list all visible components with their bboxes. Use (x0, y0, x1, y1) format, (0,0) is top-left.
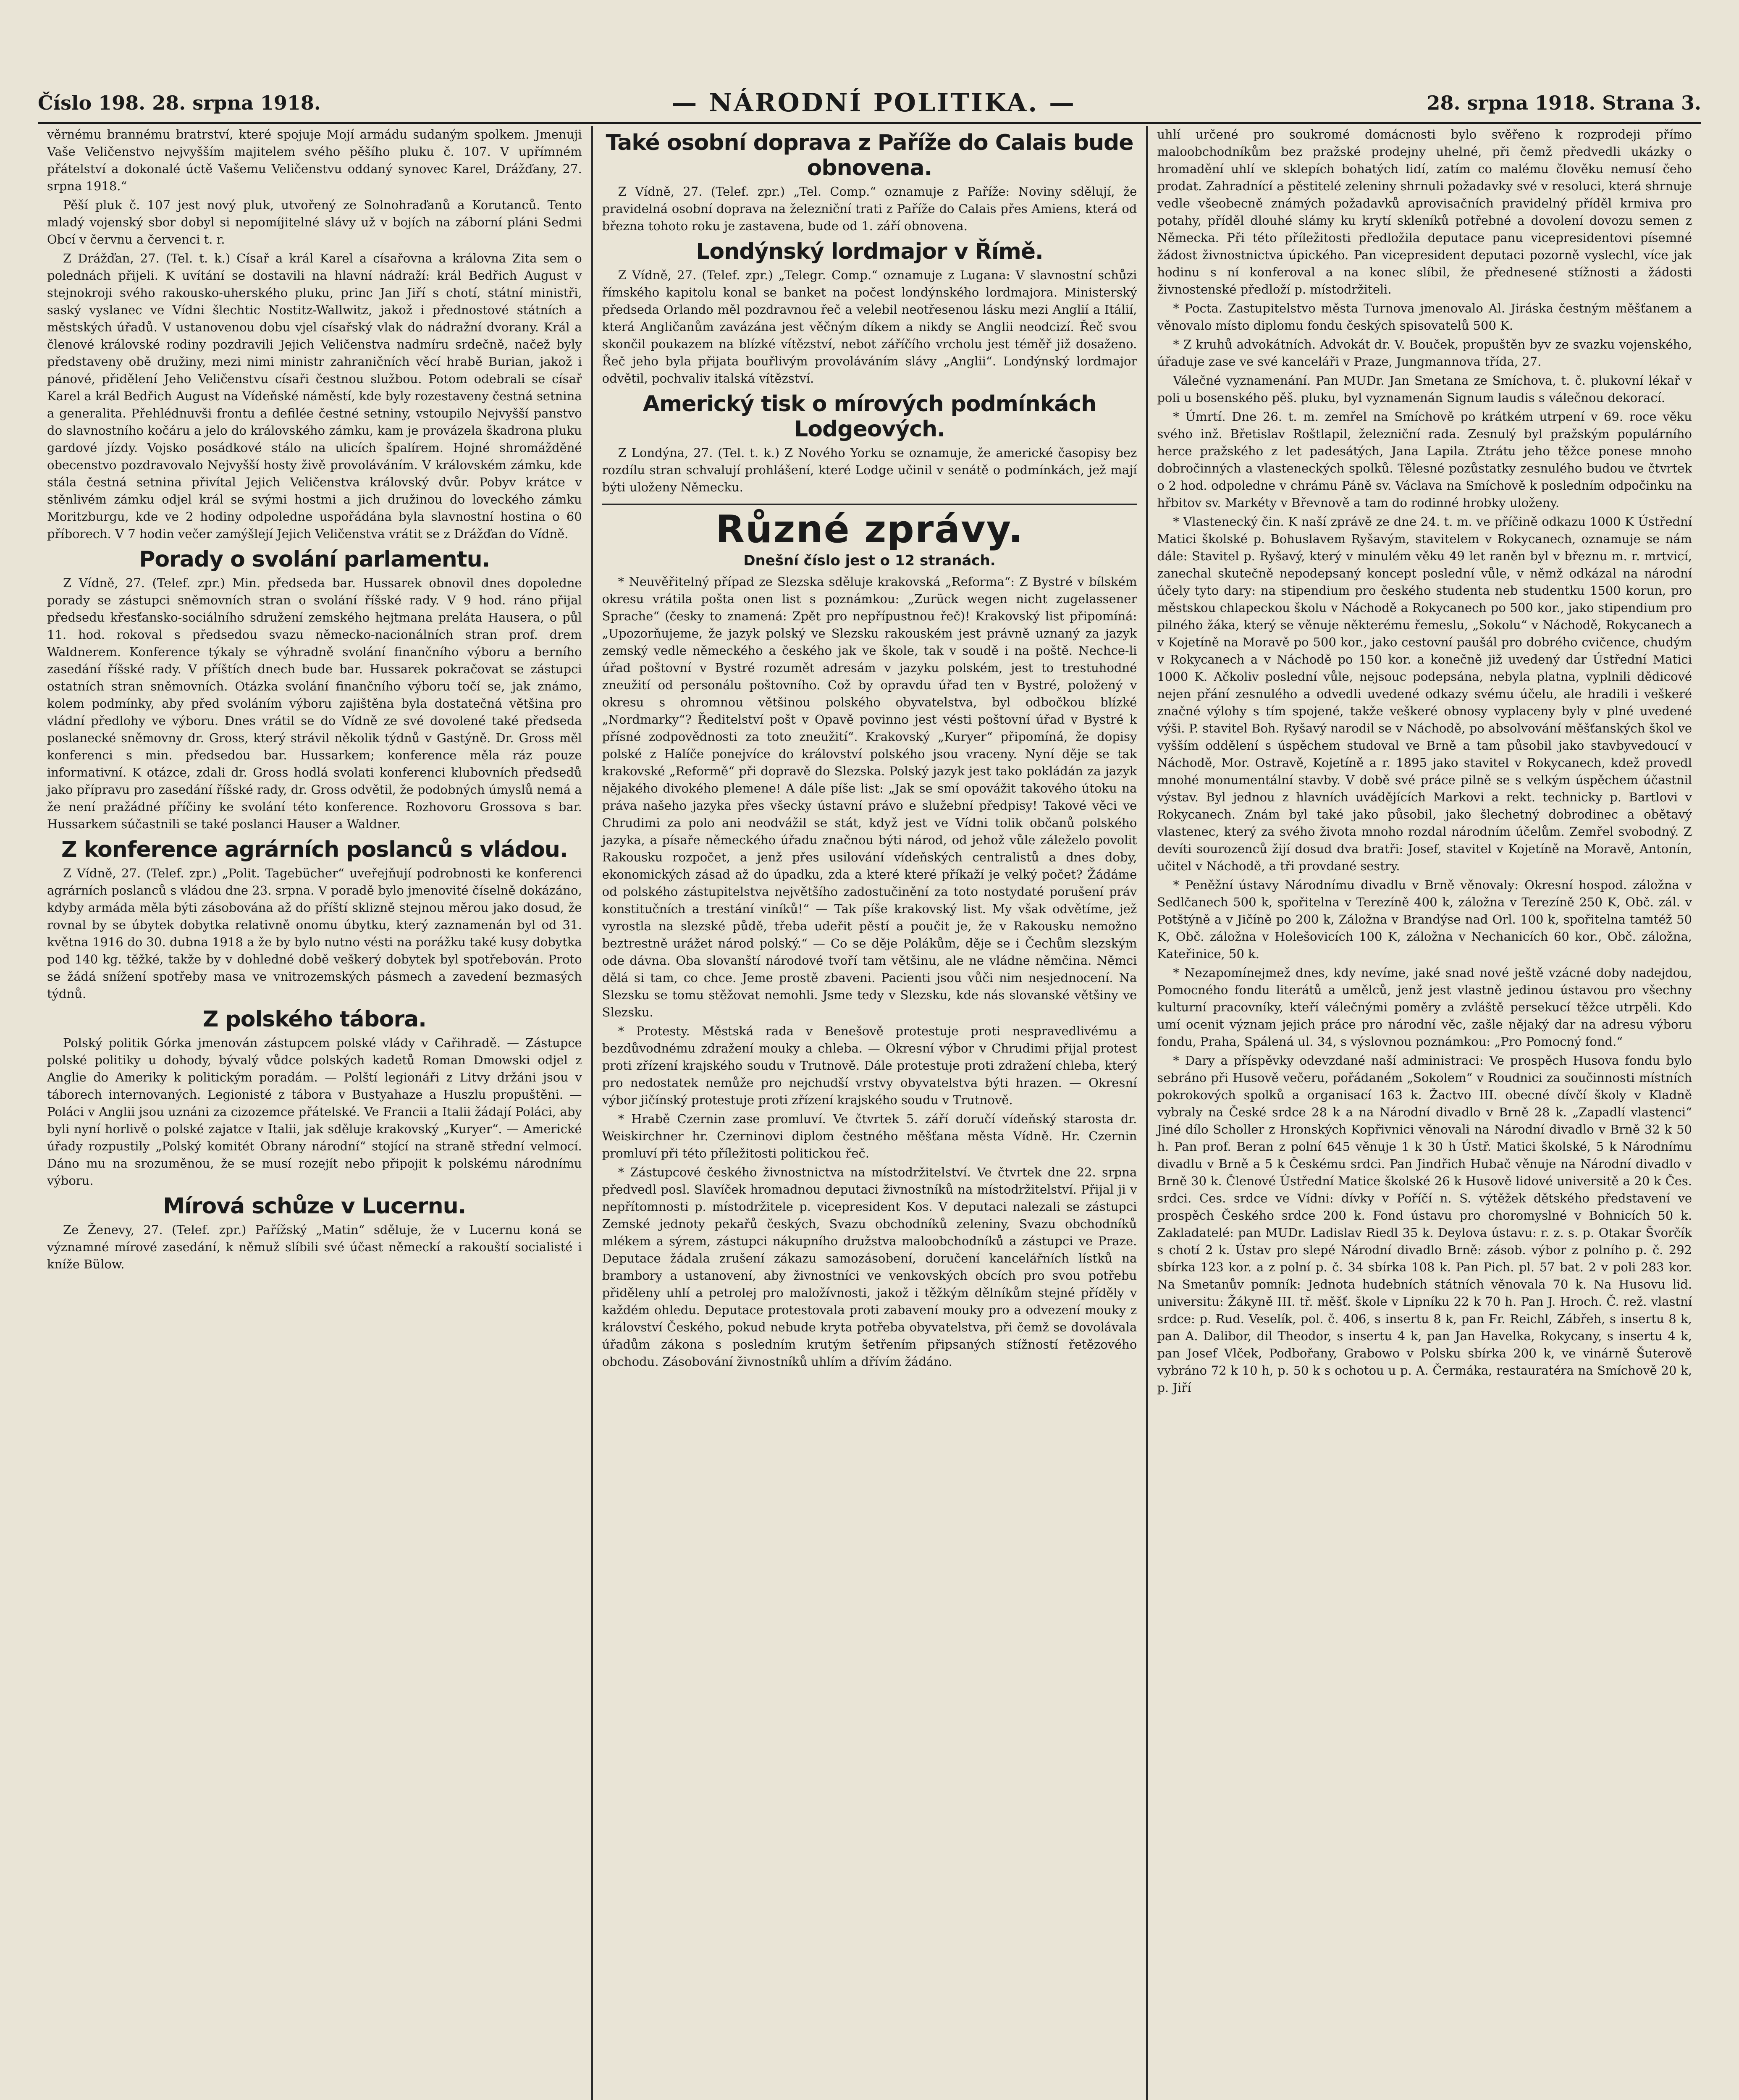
article-paragraph: Z Drážďan, 27. (Tel. t. k.) Císař a král Karel a císařovna a královna Zita sem o polednách přijeli. K uvítání se dostavili na hlavní nádraží: král Bedřich August v stejnokroji svého rakousko-uherského pluku, princ Jan Jiří s chotí, státní ministři, saský vyslanec ve Vídni šlechtic Nostitz-Wallwitz, jakož i přednostové státních a městských úřadů. V ustanovenou dobu vjel císařský vlak do nádražní dvorany. Král a členové královské rodiny pozdravili Jejich Veličenstva nadmíru srdečně, načež byly představeny obě družiny, mezi nimi ministr zahraničních věcí hrabě Burian, jakož i pánové, přidělení Jeho Veličenstvu císaři čestnou službou. Potom odebrali se císař Karel a král Bedřich August na Vídeňské náměstí, kde byly rozestaveny čestná setnina a generalita. Přehlédnuvši frontu a defilée čestné setniny, vstoupilo Nejvyšší panstvo do slavnostního kočáru a jelo do královského zámku, kam je provázela škadrona pluku gardové jízdy. Vojsko posádkové stálo na ulicích špalírem. Hojné shromážděné obecenstvo pozdravovalo Nejvyšší hosty živě provoláváním. V královském zámku, kde stála čestná setnina přivítal Jejich Veličenstva královský dvůr. Pobyv krátce v stěnlivém zámku odjel král se svými hostmi a jich družinou do loveckého zámku Moritzburgu, kde ve 2 hodiny odpoledne uspořádána byla slavnostní hostina o 60 příborech. V 7 hodin večer zamýšlejí Jejich Veličenstva vrátit se z Drážďan do Vídně. (47, 251, 582, 541)
section-heading: Různé zprávy. (602, 504, 1137, 550)
article-headline: Z polského tábora. (202, 1007, 426, 1032)
article-paragraph: * Dary a příspěvky odevzdané naší administraci: Ve prospěch Husova fondu bylo sebráno při Husově večeru, pořádaném „Sokolem“ v Roudnici za součinnosti místních pokrokových spolků a organisací 163 k. Žactvo III. obecné dívčí školy v Kladně vybraly na České srdce 28 k a na Národní divadlo v Brně 28 k. „Zapadlí vlastenci“ Jiné dílo Scholler z Hronských Kopřivnici věnovali na Národní divadlo v Brně 32 k 50 h. Pan prof. Beran z polní 645 věnuje 1 k 30 h Ústř. Matici školské, 5 k Národnímu divadlu v Brně a 5 k Českému srdci. Pan Jindřich Hubač věnuje na Národní divadlo v Brně 30 k. Členové Ústřední Matice školské 26 k Husově lidové universitě a 20 k Čes. srdci. Ces. srdce ve Vídni: dívky v Poříčí n. S. výtěžek dětského představení ve prospěch Českého srdce 200 k. Fond ústavu pro choromyslné v Bohnicích 50 k. Zakladatelé: pan MUDr. Ladislav Riedl 35 k. Deylova ústavu: r. z. s. p. Otakar Švorčík s chotí 2 k. Ústav pro slepé Národní divadlo Brně: zásob. výbor z polního p. č. 292 sbírka 123 kor. a z polní p. č. 34 sbírka 108 k. Pan Pich. pl. 57 bat. 2 v poli 283 kor. Na Smetanův pomník: Jednota hudebních státních věnovala 70 k. Na Husovu lid. universitu: Žákyně III. tř. měšť. škole v Lipníku 22 k 70 h. Pan J. Hroch. Č. rež. vlastní srdce: p. Rud. Veselík, pol. č. 406, s insertu 8 k, pan Fr. Reichl, Zábřeh, s insertu 8 k, pan A. Dalibor, dil Theodor, s insertu 4 k, pan Jan Havelka, Rokycany, s insertu 4 k, pan Josef Vlček, Podbořany, Grabowo v Polsku sbírka 200 k, ve vinárně Šuterově vybráno 72 k 10 h, p. 50 k s ochotou u p. A. Čermáka, restauratéra na Smíchově 20 k, p. Jiří (1157, 1053, 1692, 1395)
article-paragraph: věrnému brannému bratrství, které spojuje Mojí armádu sudaným spolkem. Jmenuji Vaše Veličenstvo nejvyšším majitelem svého pěšího pluku č. 107. V upřímném přátelství a dokonalé úctě Vašemu Veličenstvu oddaný synovec Karel, Drážďany, 27. srpna 1918.“ (47, 127, 582, 193)
article-paragraph: Z Londýna, 27. (Tel. t. k.) Z Nového Yorku se oznamuje, že americké časopisy bez rozdílu stran schvalují prohlášení, které Lodge učinil v senátě o podmínkách, jež mají býti uloženy Německu. (602, 446, 1137, 494)
article-headline: Z konference agrárních poslanců s vládou. (61, 837, 568, 862)
issue-info: Číslo 198. 28. srpna 1918. (38, 92, 321, 114)
article-paragraph: Polský politik Górka jmenován zástupcem polské vlády v Cařihradě. — Zástupce polské politiky u dohody, bývalý vůdce polských kadetů Roman Dmowski odjel z Anglie do Ameriky k politickým poradám. — Polští legionáři z Litvy držáni jsou v táborech internovaných. Legionisté z tábora v Bustyahaze a Huszlu propuštěni. — Poláci v Anglii jsou uznáni za cizozemce přátelské. Ve Francii a Italii žádají Poláci, aby byli nyní horlivě o polské zajatce v Italii, jak sděluje krakovský „Kuryer“. — Americké úřady rozpustily „Polský komitét Obrany národní“ stojící na straně střední velmocí. Dáno mu na srozuměnou, že se musí rozejít nebo připojit k polskému národnímu výboru. (47, 1036, 582, 1188)
article-paragraph: * Nezapomínejmež dnes, kdy nevíme, jaké snad nové ještě vzácné doby nadejdou, Pomocného fondu literátů a umělců, jenž jest vlastně jedinou ústavou pro všechny kulturní pracovníky, kteří válečnými poměry a zvláště persekucí těžce utrpěli. Kdo umí ocenit význam jejich práce pro národní věc, zašle nějaký dar na adresu výboru fondu, Praha, Spálená ul. 34, s výslovnou poznámkou: „Pro Pomocný fond.“ (1157, 966, 1692, 1049)
article-headline: Americký tisk o mírových podmínkách Lodgeových. (643, 391, 1096, 442)
article-paragraph: Z Vídně, 27. (Telef. zpr.) „Polit. Tagebücher“ uveřejňují podrobnosti ke konferenci agrárních poslanců s vládou dne 23. srpna. V poradě bylo jmenovité číselně dokázáno, kdyby armáda měla býti zásobována až do příští sklizně stejnou měrou jako dosud, že rovnal by se úbytek dobytka relativně onomu úbytku, který zaznamenán byl od 31. května 1916 do 30. dubna 1918 a že by bylo nutno vésti na porážku také kusy dobytka pod 140 kg. těžké, takže by v dohledné době veškerý dobytek byl spotřebován. Proto se žádá snížení spotřeby masa ve vnitrozemských pásmech a zavedení bezmasých týdnů. (47, 866, 582, 1001)
article-headline: Porady o svolání parlamentu. (139, 547, 490, 572)
column-3 (1146, 126, 1701, 2100)
column-2 (591, 126, 1146, 2100)
article-paragraph: * Hrabě Czernin zase promluví. Ve čtvrtek 5. září doručí vídeňský starosta dr. Weiskirchner hr. Czerninovi diplom čestného měšťana města Vídně. Hr. Czernin promluví při této příležitosti politickou řeč. (602, 1112, 1137, 1160)
date-page: 28. srpna 1918. Strana 3. (1427, 92, 1701, 114)
article-paragraph: Z Vídně, 27. (Telef. zpr.) Min. předseda bar. Hussarek obnovil dnes dopoledne porady se zástupci sněmovních stran o svolání říšské rady. V 9 hod. ráno přijal předsedu křesťansko-sociálního sdružení zemského hejtmana preláta Hausera, o půl 11. hod. rokoval s předsedou svazu německo-nacionálních stran prof. drem Waldnerem. Konference týkaly se výhradně svolání finančního výboru a berního zasedání říšské rady. V příštích dnech bude bar. Hussarek pokračovat se zástupci ostatních stran sněmovních. Otázka svolání finančního výboru točí se, jak známo, kolem podmínky, aby před svoláním výboru zajištěna byla dostatečná většina pro vládní předlohy ve výboru. Dnes vrátil se do Vídně ze své dovolené také předseda poslanecké sněmovny dr. Gross, který strávil několik týdnů v Gastýně. Dr. Gross měl konferenci s min. předsedou bar. Hussarkem; konference měla ráz pouze informativní. K otázce, zdali dr. Gross hodlá svolati konferenci klubovních předsedů jako přípravu pro zasedání říšské rady, dr. Gross odvětil, že podobných úmyslů nemá a že není pražádné příčiny ke svolání této konference. Rozhovoru Grossova s bar. Hussarkem súčastnili se také poslanci Hauser a Waldner. (47, 576, 582, 831)
column-1 (38, 126, 591, 2100)
article-paragraph: Z Vídně, 27. (Telef. zpr.) „Tel. Comp.“ oznamuje z Paříže: Noviny sdělují, že pravidelná osobní doprava na železniční trati z Paříže do Calais přes Amiens, která od března tohoto roku je zastavena, bude od 1. září obnovena. (602, 184, 1137, 233)
section-subheading: Dnešní číslo jest o 12 stranách. (743, 552, 996, 569)
article-paragraph: * Z kruhů advokátních. Advokát dr. V. Bouček, propuštěn byv ze svazku vojenského, úřaduje zase ve své kanceláři v Praze, Jungmannova třída, 27. (1157, 337, 1692, 369)
article-columns (38, 126, 1701, 2100)
article-paragraph: Válečné vyznamenání. Pan MUDr. Jan Smetana ze Smíchova, t. č. plukovní lékař v poli u bosenského pěš. pluku, byl vyznamenán Signum laudis s válečnou dekorací. (1157, 373, 1692, 405)
article-paragraph: * Protesty. Městská rada v Benešově protestuje proti nespravedlivému a bezdůvodnému zdražení mouky a chleba. — Okresní výbor v Chrudimi přijal protest proti zřízení krajského soudu v Trutnově. Dále protestuje proti zdražení chleba, který pro nedostatek nemůže pro nejchudší vrstvy obyvatelstva býti hrazen. — Okresní výbor jičínský protestuje proti zřízení krajského soudu v Trutnově. (602, 1024, 1137, 1107)
article-paragraph: Z Vídně, 27. (Telef. zpr.) „Telegr. Comp.“ oznamuje z Lugana: V slavnostní schůzi římského kapitolu konal se banket na počest londýnského lordmajora. Ministerský předseda Orlando měl pozdravnou řeč a velebil neotřesenou lásku mezi Anglií a Itálií, která Angličanům zavázána jest věčným díkem a nikdy se Anglii neodcizí. Řeč svou skončil poukazem na blízké vítězství, nebot záříčího vrcholu jest téměř již dosaženo. Řeč jeho byla přijata bouřlivým provoláváním slávy „Anglii“. Londýnský lordmajor odvětil, pochvaliv italská vítězství. (602, 268, 1137, 386)
article-paragraph: * Vlastenecký čin. K naší zprávě ze dne 24. t. m. ve příčině odkazu 1000 K Ústřední Matici školské p. Bohuslavem Ryšavým, stavitelem v Rokycanech, oznamuje se nám dále: Stavitel p. Ryšavý, který v minulém věku 49 let raněn byl v březnu m. r. mrtvicí, zanechal skutečně nepodepsaný koncept poslední vůle, v němž odkázal na národní účely tyto dary: na stipendium pro českého studenta neb studentku 1500 korun, pro městskou chlapeckou školu v Náchodě a Rokycanech po 500 kor., jako stipendium pro pilného žáka, který se věnuje některému řemeslu, „Sokolu“ v Náchodě, Rokycanech a v Kojetíně na Moravě po 500 kor., jako cestovní paušál pro dobrého cvičence, chudým v Rokycanech a v Náchodě po 150 kor. a konečně již uvedený dar Ústřední Matici 1000 K. Ačkoliv poslední vůle, nejsouc podepsána, nebyla platna, vyplnili dědicové nejen přání zesnulého a odvedli uvedené odkazy svému účelu, ale hradili i veškeré značné výlohy s tím spojené, takže veškeré obnosy vyplaceny byly v plné uvedené výši. P. stavitel Boh. Ryšavý narodil se v Náchodě, po absolvování měšťanských škol ve vyšším oddělení s úspěchem studoval ve Brně a tam působil jako stavbyvedoucí v Náchodě, Mor. Ostravě, Kojetíně a r. 1895 jako stavitel v Rokycanech, kdež provedl mnohé monumentální stavby. V době své práce pilně se s velkým úspěchem účastnil výstav. Byl jednou z hlavních uvádějících Markovi a rekt. technicky p. Bartlovi v Rokycanech. Znám byl také jako působil, jako šlechetný dobrodinec a obětavý vlastenec, který za svého života mnoho rozdal národním účelům. Zemřel svobodný. Z devíti sourozenců žijí dosud dva bratři: Josef, stavitel v Kojetíně na Moravě, Antonín, učitel v Náchodě, a tři provdané sestry. (1157, 514, 1692, 873)
article-paragraph: Ze Ženevy, 27. (Telef. zpr.) Pařížský „Matin“ sděluje, že v Lucernu koná se významné mírové zasedání, k němuž slíbili své účast německí a rakouští socialisté i kníže Bülow. (47, 1223, 582, 1271)
article-headline: Londýnský lordmajor v Římě. (696, 239, 1043, 264)
article-paragraph: * Peněžní ústavy Národnímu divadlu v Brně věnovaly: Okresní hospod. záložna v Sedlčanech 500 k, spořitelna v Terezíně 400 k, záložna v Terezíně 250 K, Obč. zál. v Potštýně a v Jičíně po 200 k, Záložna v Brandýse nad Orl. 100 k, spořitelna tamtéž 50 K, Obč. záložna v Holešovicích 100 K, záložna v Nechanicích 60 kor., Obč. záložna, Kateřinice, 50 k. (1157, 878, 1692, 961)
masthead (38, 84, 1701, 124)
article-paragraph: * Neuvěřitelný případ ze Slezska sděluje krakovská „Reforma“: Z Bystré v bílském okresu vrátila pošta onen list s poznámkou: „Zurück wegen nicht zugelassener Sprache“ (česky to znamená: Zpět pro nepřípustnou řeč)! Krakovský list připomíná: „Upozorňujeme, že jazyk polský ve Slezsku rakouském jest právně uznaný za jazyk zemský vedle německého a českého jak ve škole, tak v soudě i na poště. Nechce-li úřad poštovní v Bystré rozumět adresám v jazyku polském, jest to trestuhodné zneužití od personálu poštovního. Což by opravdu úřad ten v Bystré, položený v okresu s ohromnou většinou polského obyvatelstva, byl odbočkou blízké „Nordmarky“? Ředitelství pošt v Opavě povinno jest vésti poštovní úřad v Bystré k přísné zodpovědnosti za toto zneužití“. Krakovský „Kuryer“ připomíná, že dopisy polské z Halíče ponejvíce do království polského jsou vraceny. Nyní děje se tak krakovské „Reformě“ při dopravě do Slezska. Polský jazyk jest tako pokládán za jazyk nějakého divokého plemene! A dále píše list: „Jak se smí opovážit takového útoku na práva našeho jazyka přes všecky ústavní právo e služební předpisy! Takové věci ve Chrudimi za polo ani neodvážil se stát, když jest ve Vídni tolik občanů polského jazyka, a písaře německého úřadu značnou býti národ, od jehož vůle záleželo povolit Rakousku rozpočet, a jenž přes usilování vídeňských centralistů a dnes doby, ekonomických zásad až do úpadku, zda a které které příkaží je velký počet? Žádáme od polského zástupitelstva největšího zadostučinění za toto nostydaté porušení práv konstitučních a trestání viníků!“ — Tak píše krakovský list. My však odvětíme, jež vyrostla na slezské půdě, třeba udeřit pěstí a poučit je, že v Rakousku nemožno beztrestně urážet národ polský.“ — Co se děje Polákům, děje se i Čechům slezským ode dávna. Oba slovanští národové tvoří tam většinu, ale ne vládne němčina. Němci dělá si tam, co chce. Jeme prostě zbaveni. Pacienti jsou vůči nim nesjednocení. Na Slezsku se tomu stěžovat nemohli. Jsme tedy v Slezsku, kde nás slovanské většiny ve Slezsku. (602, 575, 1137, 1019)
article-paragraph: * Pocta. Zastupitelstvo města Turnova jmenovalo Al. Jiráska čestným měšťanem a věnovalo místo diplomu fondu českých spisovatelů 500 K. (1157, 301, 1692, 333)
article-paragraph: * Zástupcové českého živnostnictva na místodržitelství. Ve čtvrtek dne 22. srpna předvedl posl. Slavíček hromadnou deputaci živnostníků na místodržitelství. Přijal ji v nepřítomnosti p. místodržitele p. vicepresident Kos. V deputaci nalezali se zástupci Zemské jednoty pekařů českých, Svazu obchodníků zeleniny, Svazu obchodníků mlékem a sýrem, zástupci nákupního družstva maloobchodníků a zástupci ve Praze. Deputace žádala zrušení zákazu samozásobení, doručení kancelářních lístků na brambory a ustanovení, aby živnostníci ve venkovských obcích pro svou potřebu přiděleny uhlí a petrolej pro maložívnosti, jakož i těžkým dělníkům stejné příděly v každém ohledu. Deputace protestovala proti zabavení mouky pro a odvezení mouky z království Českého, pokud nebude kryta potřeba obyvatelstva, při čemž se dovolávala úřadům zákona s posledním krutým šetřením připsaných stížností řetězového obchodu. Zásobování živnostníků uhlím a dřívím žádáno. (602, 1165, 1137, 1369)
newspaper-title: — NÁRODNÍ POLITIKA. — (671, 88, 1076, 118)
article-paragraph: uhlí určené pro soukromé domácnosti bylo svěřeno k rozprodeji přímo maloobchodníkům bez pražské prodejny uhelné, při čemž předvedli ukázky o hromadění uhlí ve sklepích bohatých lidí, zatím co malému člověku nemusí čeho prodat. Zahradnící a pěstitelé zeleniny shrnuli požadavky své v resoluci, která shrnuje vedle všeobecně známých požadavků aprovisačních pravidelný příděl krmiva pro potahy, příděl dlouhé slámy ku krytí skleníků potřebné a dovolení dovozu semen z Německa. Při této příležitosti předložila deputace panu vicepresidentovi písemné žádost živnostnictva úpického. Pan vicepresident deputaci pozorně vyslechl, více jak hodinu s ní konferoval a na konec slíbil, že přednesené stížnosti a žádosti živnostenské předloží p. místodržiteli. (1157, 127, 1692, 297)
article-paragraph: * Úmrtí. Dne 26. t. m. zemřel na Smíchově po krátkém utrpení v 69. roce věku svého inž. Břetislav Roštlapil, železniční rada. Zesnulý byl pražským populárního herce pražského z let padesátých, Jana Lapila. Ztrátu jeho těžce ponese mnoho dobročinných a vlasteneckých spolků. Tělesné pozůstatky zesnulého budou ve čtvrtek o 2 hod. odpoledne v chrámu Páně sv. Václava na Smíchově k posledním odpočinku na hřbitov sv. Markéty v Břevnově a tam do rodinné hrobky uloženy. (1157, 410, 1692, 510)
article-headline: Také osobní doprava z Paříže do Calais bude obnovena. (606, 130, 1133, 181)
article-paragraph: Pěší pluk č. 107 jest nový pluk, utvořený ze Solnohraďanů a Korutanců. Tento mladý vojenský sbor dobyl si nepomíjitelné slávy už v bojích na záborní pláni Sedmi Obcí v červnu a červenci t. r. (47, 198, 582, 247)
article-headline: Mírová schůze v Lucernu. (163, 1194, 466, 1219)
